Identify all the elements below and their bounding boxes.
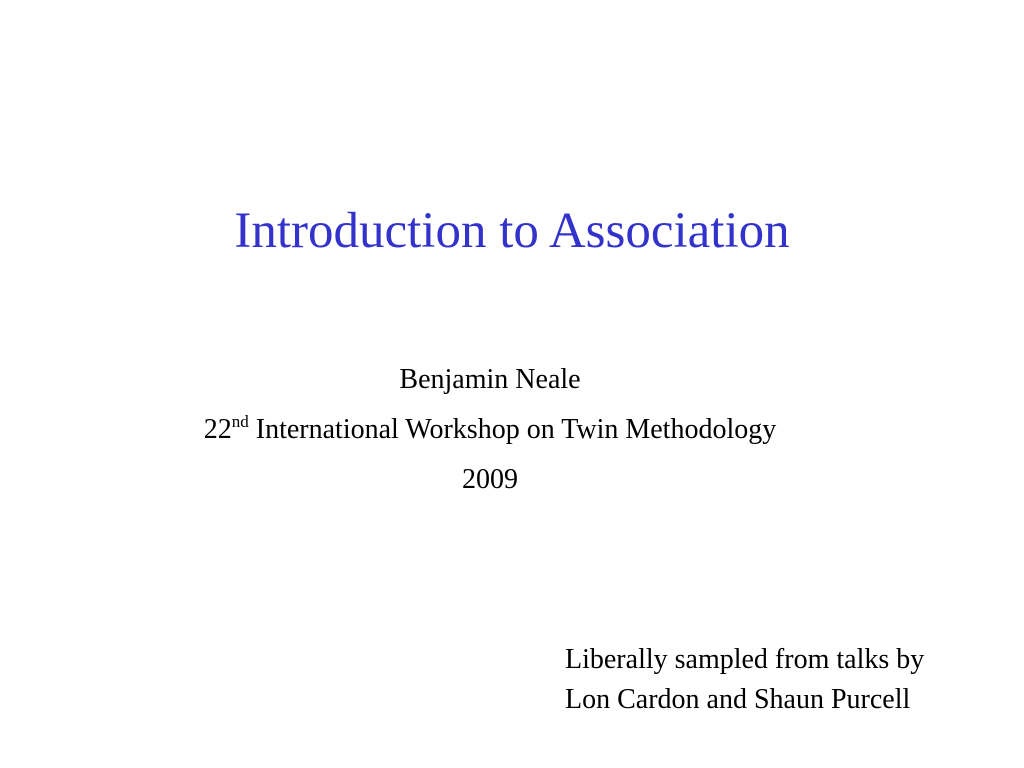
workshop-name: International Workshop on Twin Methodology xyxy=(248,414,777,445)
credit-line-2: Lon Cardon and Shaun Purcell xyxy=(565,684,911,715)
credit-line-1: Liberally sampled from talks by xyxy=(565,644,925,675)
year: 2009 xyxy=(462,464,518,495)
credit-note xyxy=(565,640,1020,720)
slide-title: Introduction to Association xyxy=(234,203,790,259)
workshop-ordinal-number: 22 xyxy=(203,414,232,445)
author-name: Benjamin Neale xyxy=(399,364,581,395)
workshop-line xyxy=(0,410,980,460)
slide-subtitle xyxy=(0,360,980,510)
workshop-ordinal-suffix: nd xyxy=(231,412,249,431)
